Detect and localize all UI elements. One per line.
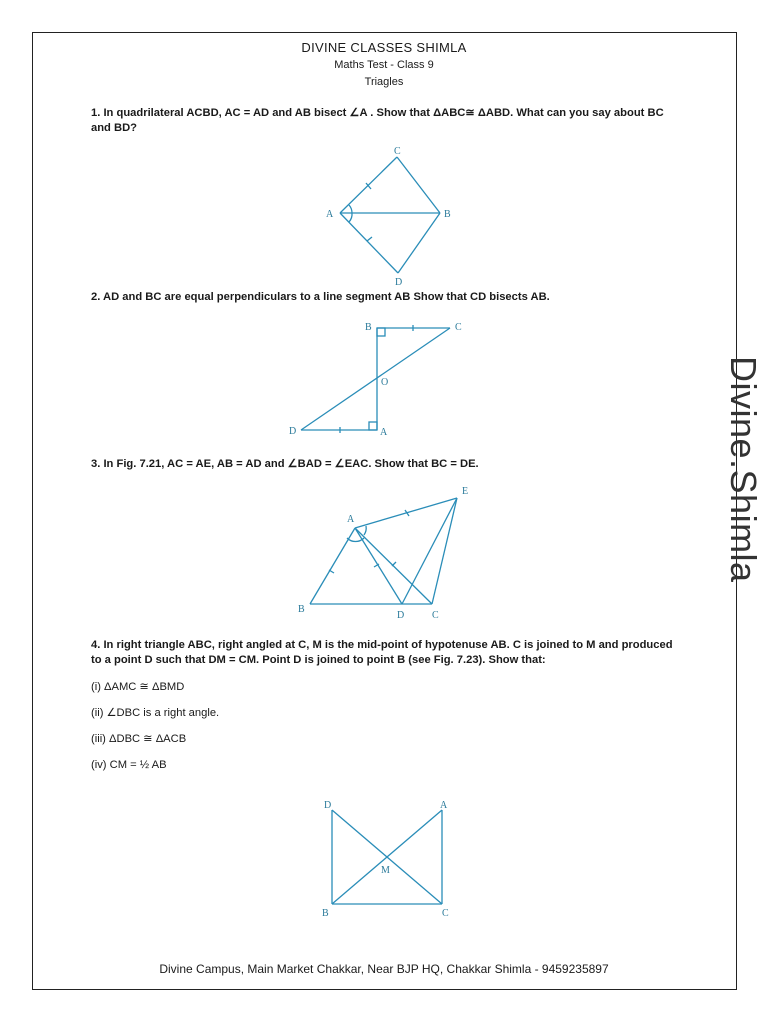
school-name: DIVINE CLASSES SHIMLA xyxy=(301,40,467,55)
fig4-label-d: D xyxy=(324,800,332,811)
figure-4 xyxy=(318,796,458,926)
test-title: Maths Test - Class 9 xyxy=(334,59,434,71)
fig2-label-o: O xyxy=(381,377,389,388)
fig3-label-d: D xyxy=(397,610,405,621)
fig2-label-c: C xyxy=(455,322,462,333)
question-3-text: 3. In Fig. 7.21, AC = AE, AB = AD and ∠BAD = ∠EAC. Show that BC = DE. xyxy=(91,458,479,470)
fig3-label-a: A xyxy=(347,514,355,525)
fig4-label-m: M xyxy=(381,865,390,876)
fig4-label-c: C xyxy=(442,908,449,919)
fig4-label-a: A xyxy=(440,800,448,811)
watermark: Divine.Shimla xyxy=(723,356,764,583)
fig1-label-d: D xyxy=(395,277,403,288)
footer-address: Divine Campus, Main Market Chakkar, Near BJP HQ, Chakkar Shimla - 9459235897 xyxy=(159,962,609,976)
question-4-text: 4. In right triangle ABC, right angled at C, M is the mid-point of hypotenuse AB. C is joined to M and produced to a point D such that DM = CM. Point D is joined to point B (see Fig. 7.23). Show that: xyxy=(91,639,673,666)
question-4-part-ii: (ii) ∠DBC is a right angle. xyxy=(91,707,220,719)
figure-3 xyxy=(292,480,482,630)
fig2-label-b: B xyxy=(365,322,372,333)
figure-2 xyxy=(285,318,475,445)
fig3-label-c: C xyxy=(432,610,439,621)
fig4-label-b: B xyxy=(322,908,329,919)
question-2-text: 2. AD and BC are equal perpendiculars to a line segment AB Show that CD bisects AB. xyxy=(91,291,550,303)
fig2-label-a: A xyxy=(380,427,388,438)
topic-title: Triagles xyxy=(364,76,404,88)
fig1-label-b: B xyxy=(444,209,451,220)
figure-1 xyxy=(320,145,460,295)
page-header xyxy=(0,40,768,90)
question-1-text: 1. In quadrilateral ACBD, AC = AD and AB bisect ∠A . Show that ΔABC≅ ΔABD. What can you say about BC and BD? xyxy=(91,107,664,134)
question-4-part-i: (i) ΔAMC ≅ ΔBMD xyxy=(91,681,185,693)
question-4-part-iii: (iii) ΔDBC ≅ ΔACB xyxy=(91,733,187,745)
fig3-label-b: B xyxy=(298,604,305,615)
fig1-label-c: C xyxy=(394,146,401,157)
question-4-part-iv: (iv) CM = ½ AB xyxy=(91,759,167,771)
fig2-label-d: D xyxy=(289,426,297,437)
fig1-label-a: A xyxy=(326,209,334,220)
fig3-label-e: E xyxy=(462,486,469,497)
